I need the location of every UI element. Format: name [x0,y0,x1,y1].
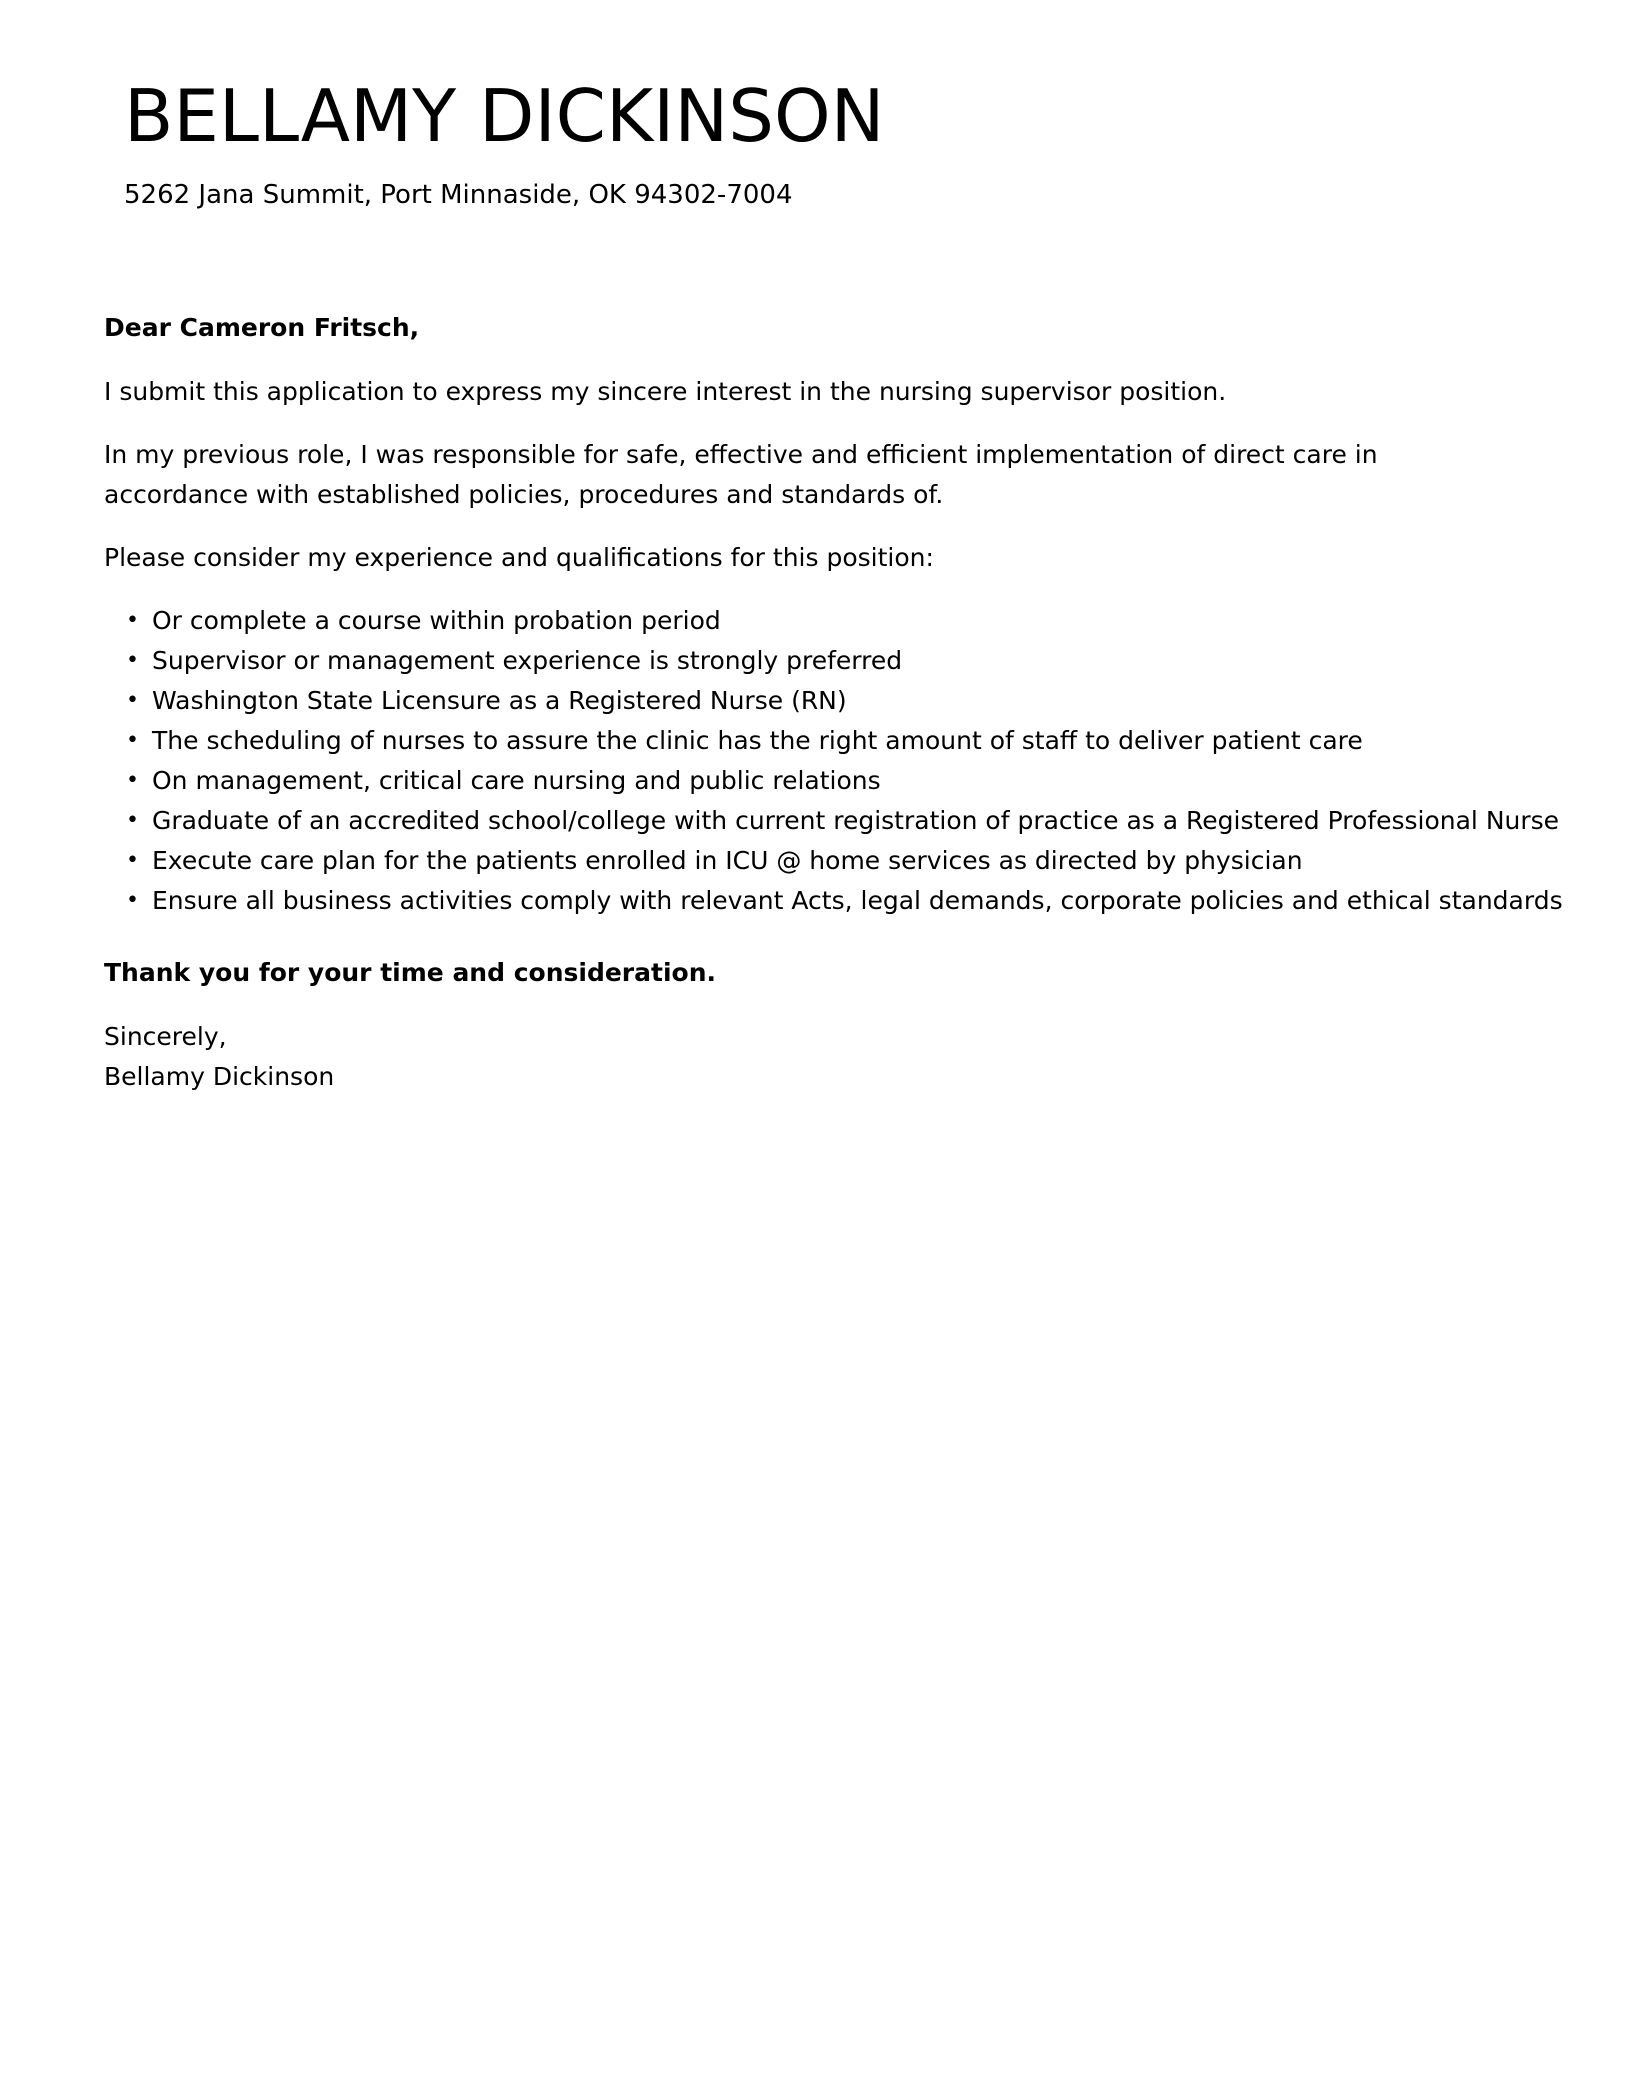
intro-paragraph: I submit this application to express my sincere interest in the nursing supervisor position. [104,377,1227,406]
bullet-icon: • [126,808,139,833]
valediction: Sincerely, [104,1022,227,1051]
bullet-icon: • [126,848,139,873]
qualification-text: Washington State Licensure as a Registered Nurse (RN) [152,686,847,715]
bullet-icon: • [126,888,139,913]
consider-paragraph: Please consider my experience and qualifications for this position: [104,543,934,572]
list-item [126,761,1544,801]
bullet-icon: • [126,608,139,633]
applicant-address: 5262 Jana Summit, Port Minnaside, OK 94302-7004 [124,180,793,210]
bullet-icon: • [126,728,139,753]
list-item [126,681,1544,721]
signature-name: Bellamy Dickinson [104,1062,335,1091]
qualification-text: The scheduling of nurses to assure the clinic has the right amount of staff to deliver patient care [152,726,1363,755]
bullet-icon: • [126,648,139,673]
letter-header [124,72,1504,212]
qualification-text: Or complete a course within probation period [152,606,721,635]
qualification-text: Execute care plan for the patients enrolled in ICU @ home services as directed by physician [152,846,1303,875]
qualifications-list [104,601,1563,921]
list-item [126,841,1544,881]
letter-body [104,308,1563,1097]
greeting: Dear Cameron Fritsch, [104,313,420,342]
applicant-name: BELLAMY DICKINSON [124,74,885,158]
list-item [126,641,1544,681]
qualification-text: Ensure all business activities comply with relevant Acts, legal demands, corporate policies and ethical standards [152,886,1563,915]
qualification-text: On management, critical care nursing and public relations [152,766,881,795]
list-item [126,601,1544,641]
qualification-text: Graduate of an accredited school/college with current registration of practice as a Registered Professional Nurse [152,806,1560,835]
bullet-icon: • [126,768,139,793]
previous-role-paragraph: In my previous role, I was responsible for safe, effective and efficient implementation of direct care in accordance with established policies, procedures and standards of. [104,440,1378,509]
list-item [126,801,1560,841]
bullet-icon: • [126,688,139,713]
list-item [126,881,1563,921]
thanks-line: Thank you for your time and consideration. [104,958,716,987]
list-item [126,721,1544,761]
qualification-text: Supervisor or management experience is strongly preferred [152,646,903,675]
